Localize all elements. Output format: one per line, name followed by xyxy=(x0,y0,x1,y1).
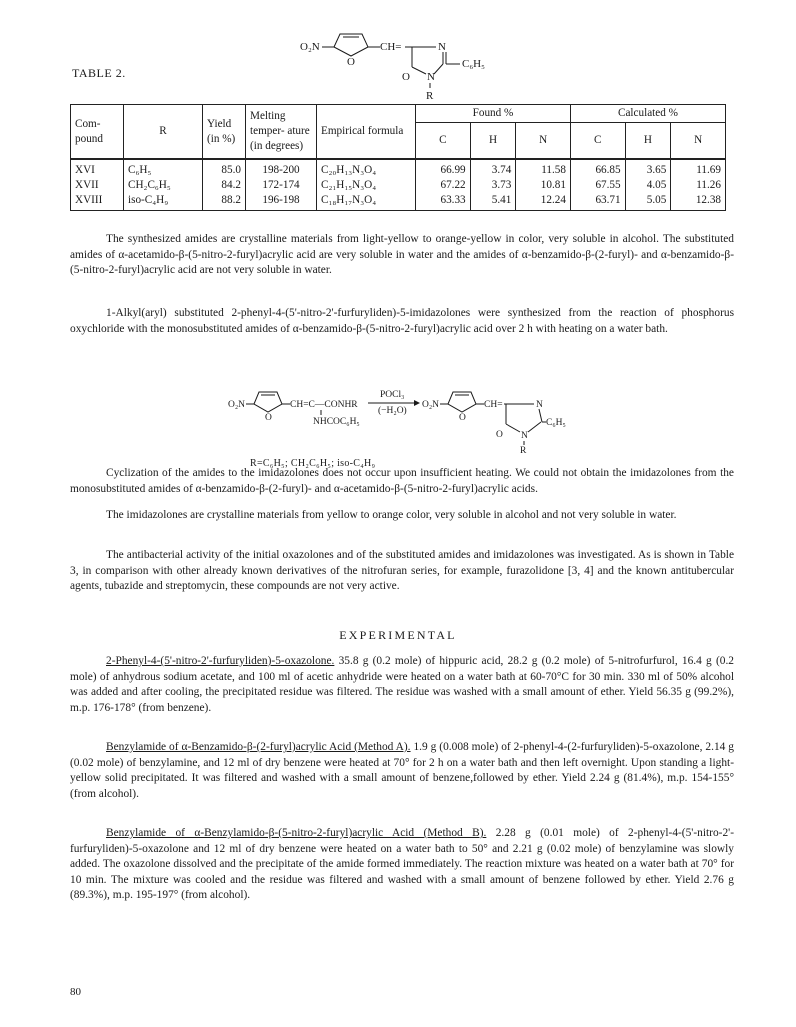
cell-calc-c: 67.55 xyxy=(570,178,625,193)
cell-calc-n: 11.26 xyxy=(671,178,726,193)
header-r: R xyxy=(124,105,203,160)
experimental-title-method-b: Benzylamide of α-Benzylamido-β-(5-nitro-2-furyl)acrylic Acid (Method B). xyxy=(106,827,487,839)
table-row xyxy=(71,178,726,193)
header-calc-c: C xyxy=(570,123,625,160)
reaction-reagent-water: (−H₂O) xyxy=(378,406,407,416)
header-found: Found % xyxy=(416,105,571,123)
reaction-no2-left: O₂N xyxy=(228,400,246,410)
cell-found-c: 67.22 xyxy=(416,178,471,193)
header-calculated: Calculated % xyxy=(570,105,725,123)
experimental-body-method-b: 2.28 g (0.01 mole) of 2-phenyl-4-(5'-nitro-2'-furfuryliden)-5-oxazolone and 12 ml of dry benzene were heated on a water bath to 50° and 2.21 g (0.02 mole) of benzylamine was slowly added. The oxazolone dissolved and the precipitate of the amide formed immediately. The reaction mixture was heated on a water bath at 70° for 10 min. The mixture was cooled and the residue was filtered and washed with a small amount of benzene followed by ether. Yield 2.76 g (89.3%), m.p. 195-197° (from alcohol). xyxy=(70,827,734,902)
cell-found-h: 3.73 xyxy=(470,178,516,193)
table-row xyxy=(71,159,726,178)
header-compound: Com- pound xyxy=(71,105,124,160)
structure-n-bottom: N xyxy=(427,71,435,83)
cell-formula: C₂₀H₁₃N₃O₄ xyxy=(317,159,416,178)
reaction-ring-o-left: O xyxy=(265,413,272,423)
cell-found-c: 66.99 xyxy=(416,159,471,178)
experimental-body-oxazolone: 35.8 g (0.2 mole) of hippuric acid, 28.2 g (0.2 mole) of 5-nitrofurfurol, 16.4 g (0.2 mole) of anhydrous sodium acetate, and 100 ml of acetic anhydride were heated on a water bath at 60-70°C for 30 min. 330 ml of 50% alcohol was added and after cooling, the precipitated residue was filtered. The residue was washed with a small amount of ether. Yield 56.35 g (99.2%), m.p. 176-178° (from benzene). xyxy=(70,655,734,714)
structure-c6h5: C₆H₅ xyxy=(462,58,485,70)
structure-r-label: R xyxy=(426,90,434,102)
cell-calc-c: 66.85 xyxy=(570,159,625,178)
experimental-heading: EXPERIMENTAL xyxy=(339,628,457,642)
cell-compound: XVII xyxy=(71,178,124,193)
cell-mp: 198-200 xyxy=(246,159,317,178)
cell-compound: XVIII xyxy=(71,193,124,211)
header-calc-n: N xyxy=(671,123,726,160)
reaction-o-bottom: O xyxy=(496,430,503,440)
cell-mp: 172-174 xyxy=(246,178,317,193)
cell-found-n: 11.58 xyxy=(516,159,571,178)
reaction-no2-right: O₂N xyxy=(422,400,440,410)
cell-calc-h: 3.65 xyxy=(625,159,671,178)
structure-ring-oxygen: O xyxy=(347,56,355,68)
reaction-ring-o-right: O xyxy=(459,413,466,423)
reaction-c6h5: C₆H₅ xyxy=(546,418,566,428)
cell-calc-h: 4.05 xyxy=(625,178,671,193)
cell-found-n: 12.24 xyxy=(516,193,571,211)
cell-found-n: 10.81 xyxy=(516,178,571,193)
cell-mp: 196-198 xyxy=(246,193,317,211)
cell-formula: C₁₈H₁₇N₃O₄ xyxy=(317,193,416,211)
paragraph-antibacterial-activity: The antibacterial activity of the initial oxazolones and of the substituted amides and imidazolones was investigated. As is shown in Table 3, in comparison with other already known derivatives of the nitrofuran series, for example, furazolidone [3, 4] and the known antitubercular agents, tubazide and streptomycin, these compounds are not very active. xyxy=(70,549,734,593)
header-melting-temperature: Melting temper- ature (in degrees) xyxy=(246,105,317,160)
experimental-title-oxazolone: 2-Phenyl-4-(5'-nitro-2'-furfuryliden)-5-oxazolone. xyxy=(106,655,335,667)
reaction-chain-label: CH=C—CONHR xyxy=(290,400,358,410)
reaction-scheme-diagram xyxy=(228,382,568,454)
imidazolone-structure-diagram xyxy=(300,22,520,102)
cell-formula: C₂₁H₁₅N₃O₄ xyxy=(317,178,416,193)
experimental-paragraph-oxazolone xyxy=(70,654,734,716)
structure-carbonyl-oxygen: O xyxy=(402,71,410,83)
table-row xyxy=(71,193,726,211)
cell-r: iso-C₄H₉ xyxy=(124,193,203,211)
header-found-h: H xyxy=(470,123,516,160)
cell-yield: 88.2 xyxy=(203,193,246,211)
cell-found-h: 3.74 xyxy=(470,159,516,178)
cell-yield: 85.0 xyxy=(203,159,246,178)
experimental-body-method-a: 1.9 g (0.008 mole) of 2-phenyl-4-(2-furfuryliden)-5-oxazolone, 2.14 g (0.02 mole) of benzylamine, and 12 ml of dry benzene were heated at 70° for 2 h on a water bath and then left overnight. Upon standing a light-yellow solid precipitated. It was filtered and washed with a small amount of benzene,followed by ether. Yield 2.24 g (81.4%), m.p. 154-155° (from alcohol). xyxy=(70,741,734,800)
experimental-paragraph-method-a xyxy=(70,740,734,802)
structure-ch-label: CH= xyxy=(380,41,402,53)
reaction-r: R xyxy=(520,446,527,454)
reaction-r-definitions: R=C₆H₅; CH₂C₆H₅; iso-C₄H₉ xyxy=(250,458,376,469)
reaction-n-bottom: N xyxy=(521,431,528,441)
experimental-title-method-a: Benzylamide of α-Benzamido-β-(2-furyl)acrylic Acid (Method A). xyxy=(106,741,411,753)
paragraph-imidazolone-synthesis: 1-Alkyl(aryl) substituted 2-phenyl-4-(5'-nitro-2'-furfuryliden)-5-imidazolones were synthesized from the reaction of phosphorus oxychloride with the monosubstituted amides of α-benzamido-β-(5-nitro-2-furyl)acrylic acid over 2 h with heating on a water bath. xyxy=(70,307,734,335)
cell-found-h: 5.41 xyxy=(470,193,516,211)
cell-compound: XVI xyxy=(71,159,124,178)
page-number: 80 xyxy=(70,986,81,998)
header-found-c: C xyxy=(416,123,471,160)
reaction-ch-right: CH= xyxy=(484,400,503,410)
cell-calc-h: 5.05 xyxy=(625,193,671,211)
experimental-paragraph-method-b xyxy=(70,826,734,904)
cell-r: C₆H₅ xyxy=(124,159,203,178)
cell-calc-n: 12.38 xyxy=(671,193,726,211)
cell-calc-c: 63.71 xyxy=(570,193,625,211)
header-found-n: N xyxy=(516,123,571,160)
cell-r: CH₂C₆H₅ xyxy=(124,178,203,193)
paragraph-cyclization: Cyclization of the amides to the imidazolones does not occur upon insufficient heating. We could not obtain the imidazolones from the monosubstituted amides of α-benzamido-β-(2-furyl)- and α-acetamido-β-(5-nitro-2-furyl)acrylic acids. xyxy=(70,467,734,495)
header-yield: Yield (in %) xyxy=(203,105,246,160)
table-title: TABLE 2. xyxy=(72,66,126,80)
paragraph-amides-description: The synthesized amides are crystalline materials from light-yellow to orange-yellow in color, very soluble in alcohol. The substituted amides of α-acetamido-β-(5-nitro-2-furyl)acrylic acid are very soluble in water and the amides of α-benzamido-β-(2-furyl)- and α-benzamido-β-(5-nitro-2-furyl)acrylic acid are not very soluble in water. xyxy=(70,233,734,277)
reaction-nhcoc6h5: NHCOC₆H₅ xyxy=(313,417,360,427)
header-calc-h: H xyxy=(625,123,671,160)
header-empirical-formula: Empirical formula xyxy=(317,105,416,160)
structure-no2-label: O₂N xyxy=(300,41,320,53)
cell-calc-n: 11.69 xyxy=(671,159,726,178)
cell-found-c: 63.33 xyxy=(416,193,471,211)
reaction-reagent-pocl3: POCl₃ xyxy=(380,390,405,400)
cell-yield: 84.2 xyxy=(203,178,246,193)
structure-n-top: N xyxy=(438,41,446,53)
paragraph-imidazolone-properties: The imidazolones are crystalline materials from yellow to orange color, very soluble in alcohol and not very soluble in water. xyxy=(106,509,677,521)
imidazolone-data-table xyxy=(70,104,726,211)
reaction-n-top: N xyxy=(536,400,543,410)
